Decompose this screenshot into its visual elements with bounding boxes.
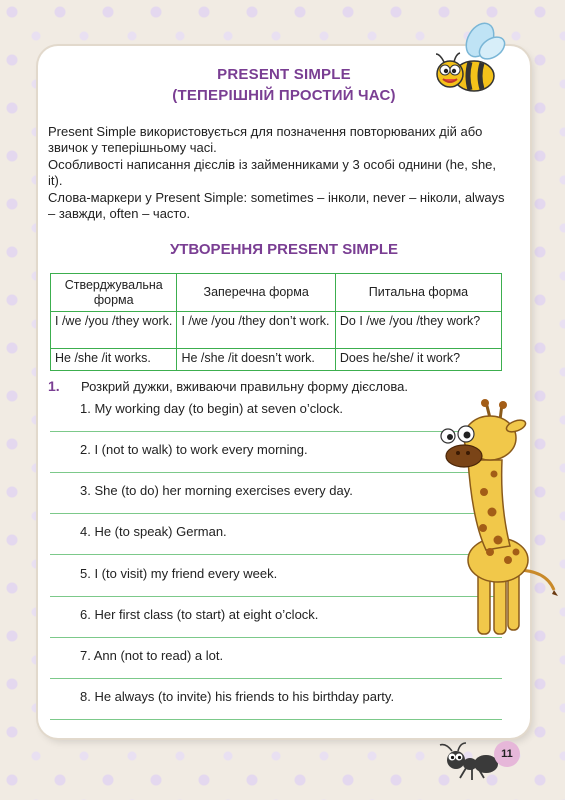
table-cell: I /we /you /they work. [51, 312, 177, 349]
exercise-item: 1. My working day (to begin) at seven o’clock. [80, 401, 344, 416]
formation-table [50, 273, 502, 371]
bee-icon [430, 22, 510, 102]
table-cell: He /she /it works. [51, 349, 177, 371]
formation-heading: УТВОРЕННЯ PRESENT SIMPLE [169, 241, 399, 258]
ant-icon [440, 742, 500, 782]
intro-paragraph-3: Слова-маркери у Present Simple: sometimes – інколи, never – ніколи, always – завжди, often – часто. [48, 190, 505, 221]
header-question: Питальна форма [335, 274, 501, 312]
page-number: 11 [494, 741, 520, 767]
exercise-instruction: Розкрий дужки, вживаючи правильну форму дієслова. [81, 379, 408, 394]
answer-line[interactable] [50, 719, 502, 720]
exercise-item: 3. She (to do) her morning exercises every day. [80, 483, 353, 498]
giraffe-icon [428, 400, 558, 640]
table-cell: Does he/she/ it work? [335, 349, 501, 371]
table-row [51, 312, 502, 349]
exercise-item: 7. Ann (not to read) a lot. [80, 648, 224, 663]
table-header-row [51, 274, 502, 312]
table-cell: Do I /we /you /they work? [335, 312, 501, 349]
exercise-item: 5. I (to visit) my friend every week. [80, 566, 278, 581]
exercise-item: 4. He (to speak) German. [80, 524, 227, 539]
page-title: PRESENT SIMPLE [217, 66, 351, 83]
table-row [51, 349, 502, 371]
exercise-number: 1. [48, 378, 60, 394]
exercise-item: 2. I (not to walk) to work every morning. [80, 442, 308, 457]
intro-paragraph-2: Особливості написання дієслів із займенниками у 3 особі однини (he, she, it). [48, 157, 497, 188]
page-subtitle: (ТЕПЕРІШНІЙ ПРОСТИЙ ЧАС) [172, 87, 396, 104]
table-cell: I /we /you /they don’t work. [177, 312, 335, 349]
answer-line[interactable] [50, 678, 502, 679]
table-cell: He /she /it doesn’t work. [177, 349, 335, 371]
header-affirmative: Стверджувальна форма [51, 274, 177, 312]
exercise-item: 6. Her first class (to start) at eight o’clock. [80, 607, 319, 622]
exercise-item: 8. He always (to invite) his friends to his birthday party. [80, 689, 395, 704]
intro-paragraph-1: Present Simple використовується для позначення повторюваних дій або звичок у теперішньому часі. [48, 124, 483, 155]
header-negative: Заперечна форма [177, 274, 335, 312]
